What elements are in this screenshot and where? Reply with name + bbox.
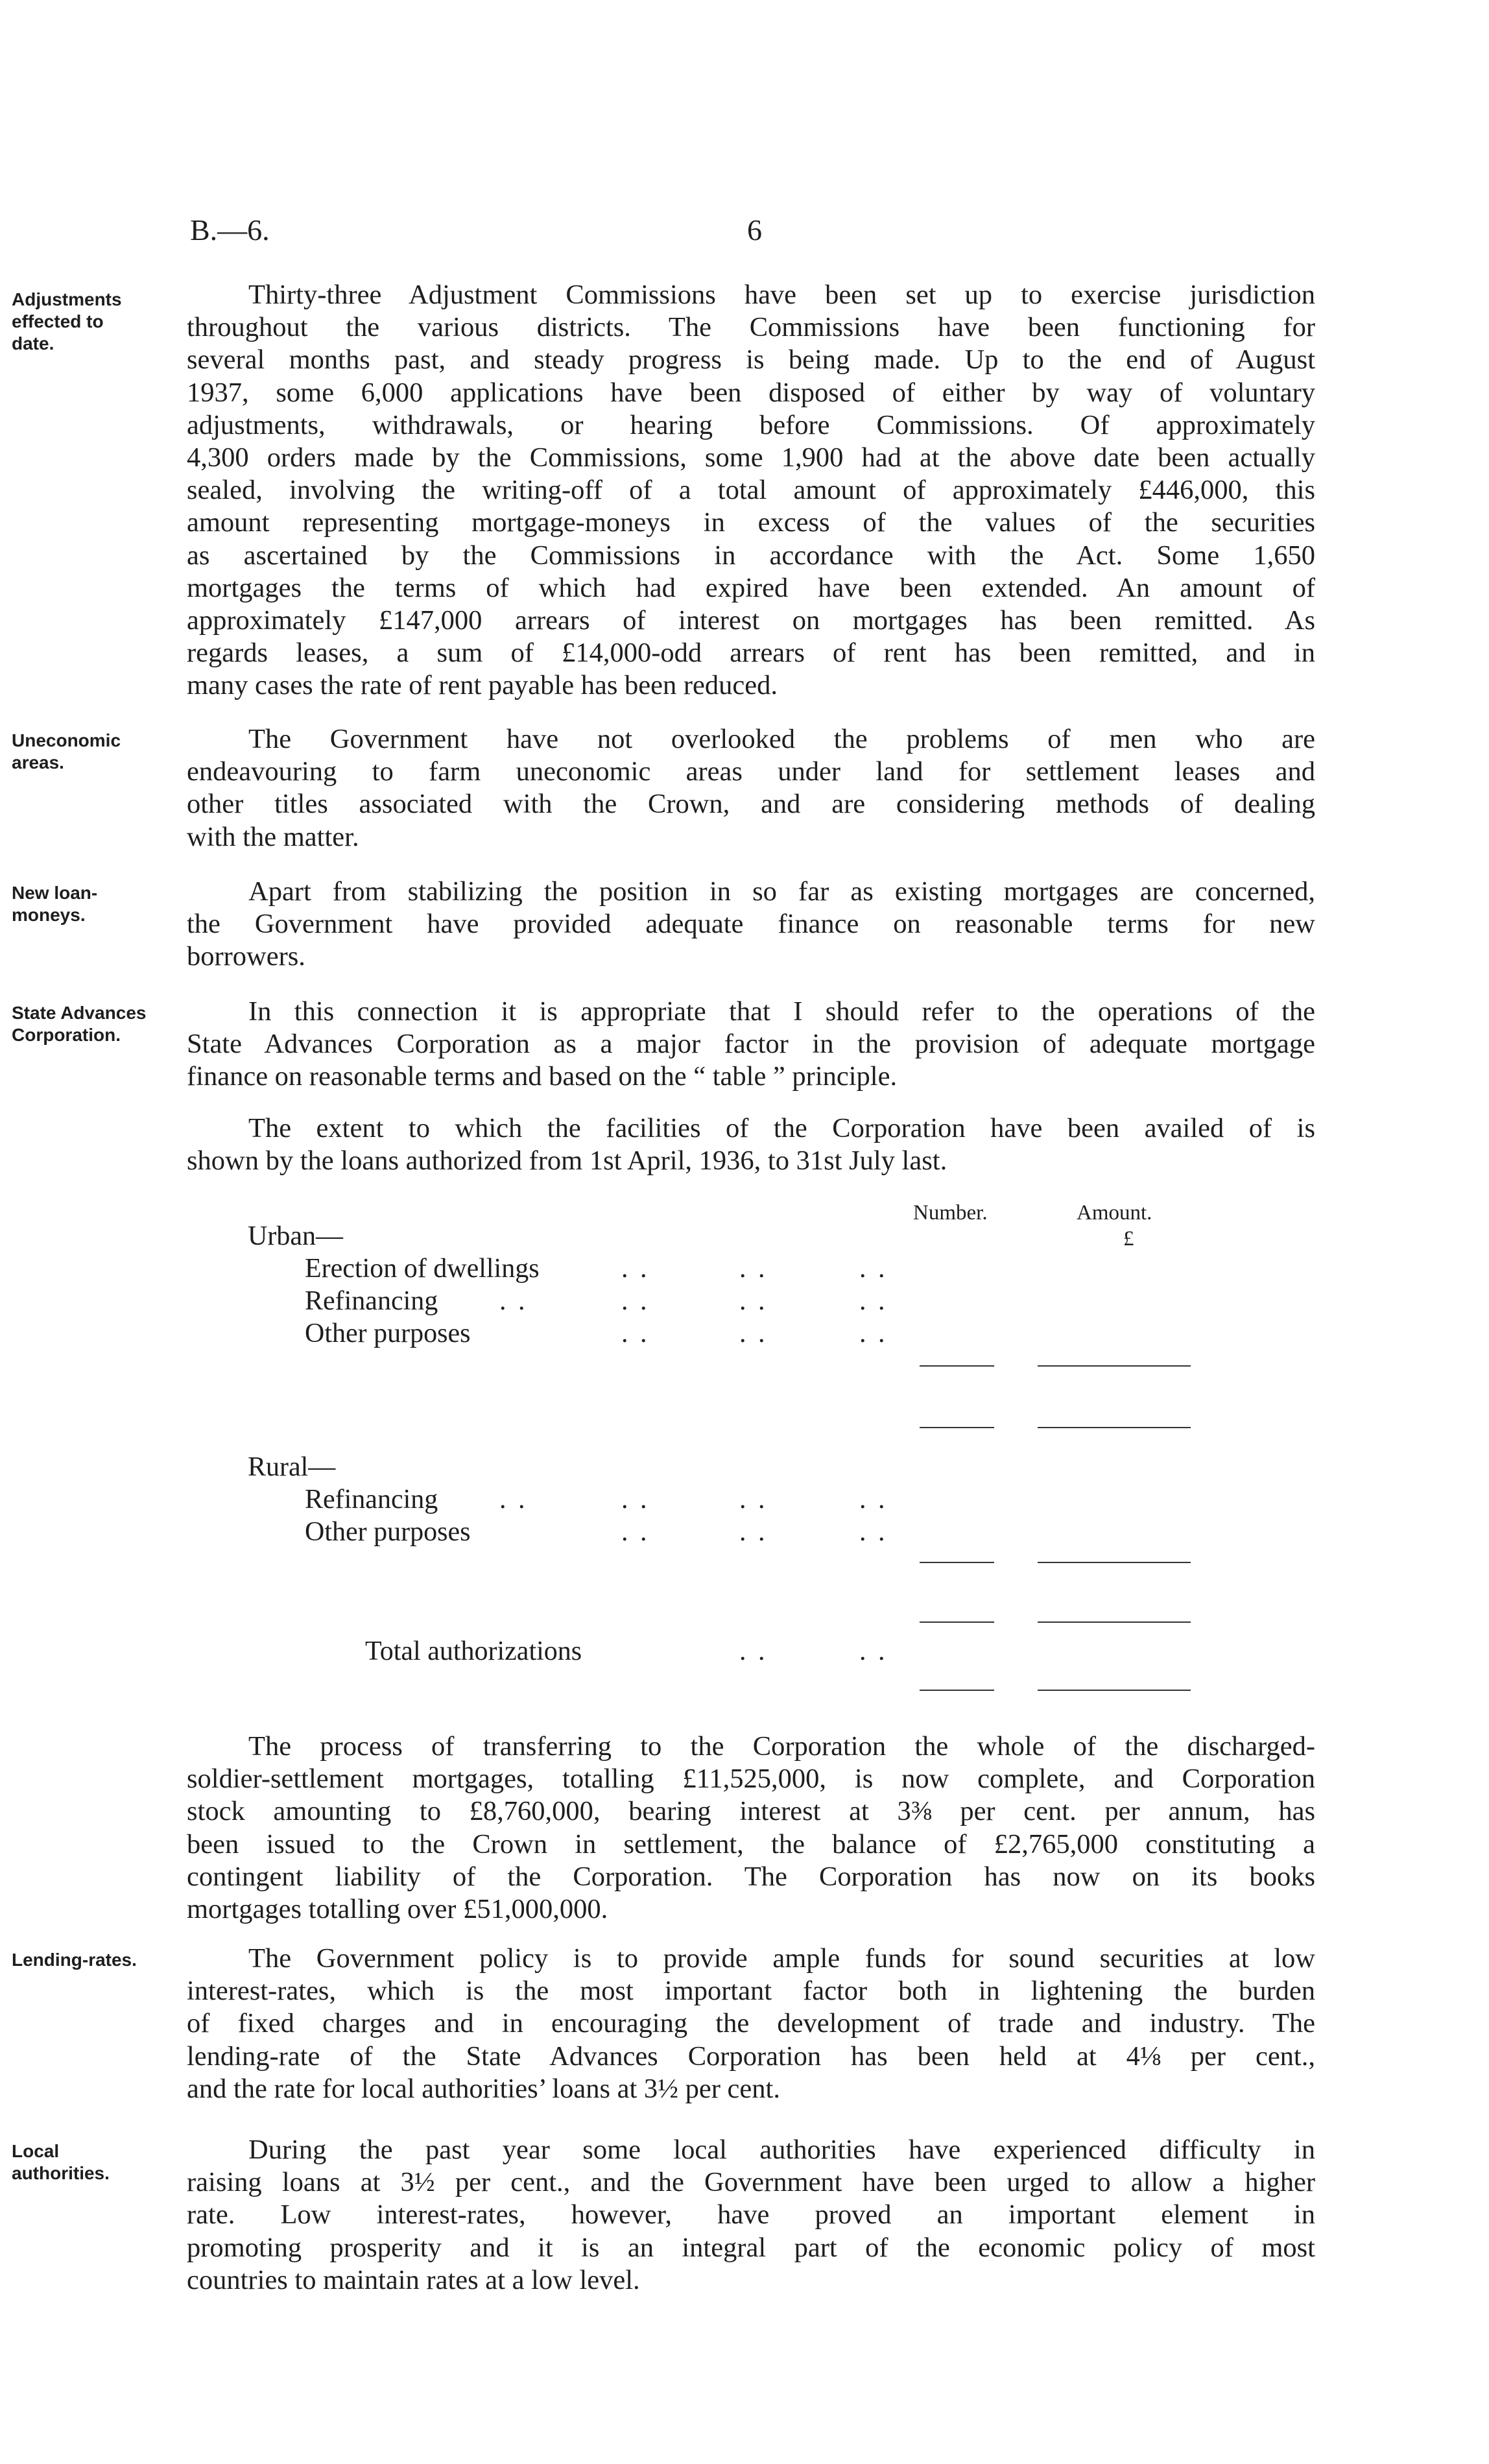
grand-total-label: Total authorizations <box>365 1636 582 1666</box>
margin-note-adjustments: Adjustments effected to date. <box>12 289 122 353</box>
rule <box>920 1690 994 1691</box>
rule <box>1038 1365 1191 1367</box>
leader-dots: . . <box>621 1319 650 1348</box>
rule <box>1038 1562 1191 1563</box>
leader-dots: . . <box>859 1485 888 1514</box>
leader-dots: . . <box>859 1286 888 1316</box>
leader-dots: . . <box>621 1254 650 1284</box>
page-number: 6 <box>747 213 762 246</box>
paragraph-adjustment-commissions: Thirty-three Adjustment Commissions have been set up to exercise jurisdiction throughout the various districts. The Commissions have been functioning for several months past, and steady progress is being made. Up to the end of August 1937, some 6,000 applications have been disposed of either by way of voluntary adjustments, withdrawals, or hearing before Commissions. Of approximately 4,300 orders made by the Commissions, some 1,900 had at the above date been actually sealed, involving the writing-off of a total amount of approximately £446,000, this amount representing mortgage-moneys in excess of the values of the securities as ascertained by the Commissions in accordance with the Act. Some 1,650 mortgages the terms of which had expired have been extended. An amount of approximately £147,000 arrears of interest on mortgages has been remitted. As regards leases, a sum of £14,000-odd arrears of rent has been remitted, and in many cases the rate of rent payable has been reduced. <box>187 280 1315 701</box>
paragraph-loans-intro: The extent to which the facilities of the Corporation have been availed of is shown by the loans authorized from 1st April, 1936, to 31st July last. <box>187 1113 1315 1177</box>
urban-row-label: Other purposes <box>305 1319 471 1348</box>
rule <box>920 1621 994 1623</box>
leader-dots: . . <box>739 1636 768 1666</box>
leader-dots: . . <box>739 1485 768 1514</box>
margin-note-new-loan: New loan- moneys. <box>12 883 98 925</box>
leader-dots: . . <box>859 1636 888 1666</box>
leader-dots: . . <box>621 1286 650 1316</box>
leader-dots: . . <box>739 1254 768 1284</box>
urban-heading: Urban— <box>248 1221 343 1251</box>
leader-dots: . . <box>499 1286 528 1316</box>
paragraph-new-loan-moneys: Apart from stabilizing the position in so far as existing mortgages are concerned, the Government have provided adequate finance on reasonable terms for new borrowers. <box>187 876 1315 972</box>
rural-row-label: Other purposes <box>305 1517 471 1547</box>
leader-dots: . . <box>621 1485 650 1514</box>
margin-note-state-advances: State Advances Corporation. <box>12 1003 147 1045</box>
rule <box>920 1365 994 1367</box>
leader-dots: . . <box>859 1319 888 1348</box>
col-header-amount: Amount. <box>1077 1201 1152 1225</box>
rule <box>920 1562 994 1563</box>
rural-row-label: Refinancing <box>305 1485 438 1514</box>
rural-heading: Rural— <box>248 1452 336 1482</box>
leader-dots: . . <box>859 1254 888 1284</box>
document-reference: B.—6. <box>190 213 270 246</box>
paragraph-lending-rates: The Government policy is to provide ample funds for sound securities at low interest-rates, which is the most important factor both in lightening the burden of fixed charges and in encouraging the development of trade and industry. The lending-rate of the State Advances Corporation has been held at 4⅛ per cent., and the rate for local authorities’ loans at 3½ per cent. <box>187 1943 1315 2104</box>
rule <box>920 1427 994 1428</box>
leader-dots: . . <box>621 1517 650 1547</box>
leader-dots: . . <box>499 1485 528 1514</box>
rule <box>1038 1690 1191 1691</box>
urban-row-label: Erection of dwellings <box>305 1254 540 1284</box>
paragraph-local-authorities: During the past year some local authorities have experienced difficulty in raising loans at 3½ per cent., and the Government have been urged to allow a higher rate. Low interest-rates, however, have proved an important element in promoting prosperity and it is an integral part of the economic policy of most countries to maintain rates at a low level. <box>187 2135 1315 2295</box>
leader-dots: . . <box>739 1319 768 1348</box>
leader-dots: . . <box>739 1517 768 1547</box>
urban-row-label: Refinancing <box>305 1286 438 1316</box>
margin-note-uneconomic: Uneconomic areas. <box>12 730 121 772</box>
paragraph-uneconomic-areas: The Government have not overlooked the problems of men who are endeavouring to farm uneconomic areas under land for settlement leases and other titles associated with the Crown, and are considering methods of dealing with the matter. <box>187 724 1315 852</box>
paragraph-discharged-soldier-settlement: The process of transferring to the Corporation the whole of the discharged- soldier-settlement mortgages, totalling £11,525,000, is now complete, and Corporation stock amounting to £8,760,000, bearing interest at 3⅜ per cent. per annum, has been issued to the Crown in settlement, the balance of £2,765,000 constituting a contingent liability of the Corporation. The Corporation has now on its books mortgages totalling over £51,000,000. <box>187 1731 1315 1925</box>
margin-note-lending-rates: Lending-rates. <box>12 1950 137 1970</box>
leader-dots: . . <box>739 1286 768 1316</box>
leader-dots: . . <box>859 1517 888 1547</box>
paragraph-state-advances: In this connection it is appropriate that I should refer to the operations of the State Advances Corporation as a major factor in the provision of adequate mortgage finance on reasonable terms and based on the “ table ” principle. <box>187 996 1315 1092</box>
col-header-number: Number. <box>913 1201 988 1225</box>
margin-note-local-authorities: Local authorities. <box>12 2141 110 2183</box>
rule <box>1038 1621 1191 1623</box>
rule <box>1038 1427 1191 1428</box>
currency-symbol: £ <box>1123 1227 1134 1250</box>
